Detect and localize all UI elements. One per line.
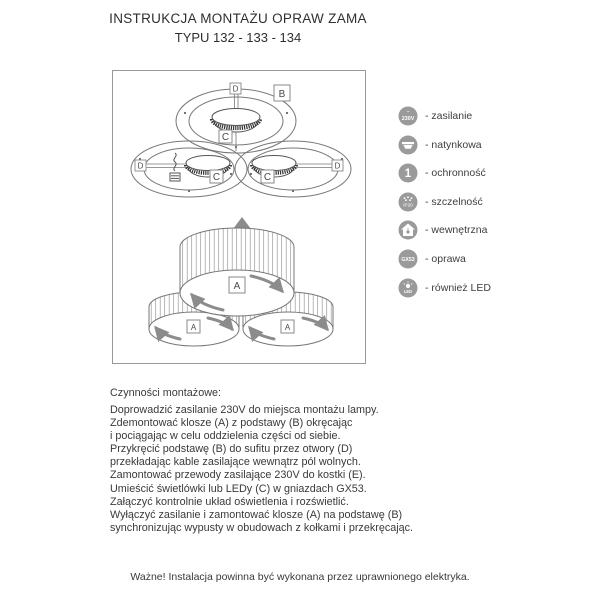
svg-text:GX53: GX53: [401, 257, 415, 264]
ip20-icon: [398, 192, 418, 212]
svg-text:230V: 230V: [401, 115, 415, 122]
label-d-text: D: [137, 161, 144, 171]
legend-row-socket: [398, 249, 491, 269]
led-icon: [398, 278, 418, 298]
svg-text:IP20: IP20: [403, 202, 413, 208]
legend-label: - natynkowa: [425, 138, 482, 151]
voltage-230v-icon: [398, 106, 418, 126]
legend-label: - również LED: [425, 281, 491, 294]
svg-text:LED: LED: [403, 288, 413, 294]
safety-warning: Ważne! Instalacja powinna być wykonana przez uprawnionego elektryka.: [130, 571, 470, 583]
assembly-instructions: [110, 386, 440, 535]
svg-text:1: 1: [404, 168, 412, 181]
label-d-text: D: [232, 84, 239, 94]
spec-legend: [398, 106, 491, 298]
page-title-line1: INSTRUKCJA MONTAŻU OPRAW ZAMA: [109, 11, 367, 26]
legend-row-power: [398, 106, 491, 126]
legend-row-indoor: [398, 220, 491, 240]
label-base-b: [274, 85, 290, 101]
label-bulb-c-left: [210, 170, 223, 183]
instruction-line: Zdemontować klosze (A) z podstawy (B) okręcając: [110, 417, 353, 430]
instruction-line: synchronizując wypusty w obudowach z kołkami i przekręcając.: [110, 521, 414, 534]
label-hole-d-right: [332, 160, 343, 171]
shade-front: [180, 228, 294, 316]
label-a-text: A: [190, 323, 197, 332]
assembly-diagram-drawing: [113, 71, 365, 363]
protection-class-icon: [398, 163, 418, 183]
instruction-line: i pociągając w celu oddzielenia części od siebie.: [110, 430, 341, 443]
legend-label: - szczelność: [425, 195, 483, 208]
label-bulb-c-top: [219, 130, 232, 143]
label-c-text: C: [221, 132, 230, 143]
instruction-line: przekładając kable zasilające wewnątrz pól wolnych.: [110, 456, 361, 469]
indoor-use-icon: [398, 220, 418, 240]
label-shade-a-front: [229, 277, 245, 293]
base-plate-view: [131, 89, 351, 197]
instructions-heading: Czynności montażowe:: [110, 387, 222, 399]
instruction-line: Załączyć kontrolnie układ oświetlenia i rozświetlić.: [110, 495, 349, 508]
label-c-text: C: [263, 172, 272, 183]
label-hole-d-left: [135, 160, 146, 171]
svg-text:~: ~: [406, 109, 410, 116]
assembly-diagram: [112, 70, 366, 364]
instruction-line: Doprowadzić zasilanie 230V do miejsca montażu lampy.: [110, 404, 379, 416]
legend-label: - zasilanie: [425, 110, 473, 122]
legend-row-ip-rating: [398, 192, 491, 212]
label-hole-d-top: [230, 83, 241, 94]
label-shade-a-left: [187, 320, 200, 333]
gx53-socket-icon: [398, 249, 418, 269]
instruction-line: Umieścić świetlówki lub LEDy (C) w gniazdach GX53.: [110, 482, 367, 495]
label-c-text: C: [212, 172, 221, 183]
surface-mount-icon: [398, 135, 418, 155]
label-b-text: B: [278, 89, 286, 100]
label-a-text: A: [284, 323, 291, 332]
legend-label: - wewnętrzna: [425, 224, 488, 237]
page-title-line2: TYPU 132 - 133 - 134: [174, 30, 302, 45]
bulb-top: [212, 109, 260, 133]
instruction-line: Wyłączyć zasilanie i zamontować klosze (A) na podstawę (B): [110, 508, 403, 521]
instruction-line: Przykręcić podstawę (B) do sufitu przez otwory (D): [110, 443, 353, 456]
label-d-text: D: [334, 161, 341, 171]
page-title: [42, 9, 434, 47]
legend-label: - ochronność: [425, 167, 486, 180]
label-bulb-c-right: [261, 170, 274, 183]
legend-row-surface-mount: [398, 135, 491, 155]
power-cable-icon: [170, 153, 180, 181]
label-shade-a-right: [281, 320, 294, 333]
label-a-text: A: [233, 281, 241, 292]
instruction-line: Zamontować przewody zasilające 230V do kostki (E).: [110, 469, 366, 482]
legend-row-protection-class: [398, 163, 491, 183]
legend-label: - oprawa: [425, 252, 466, 265]
legend-row-led: [398, 278, 491, 298]
